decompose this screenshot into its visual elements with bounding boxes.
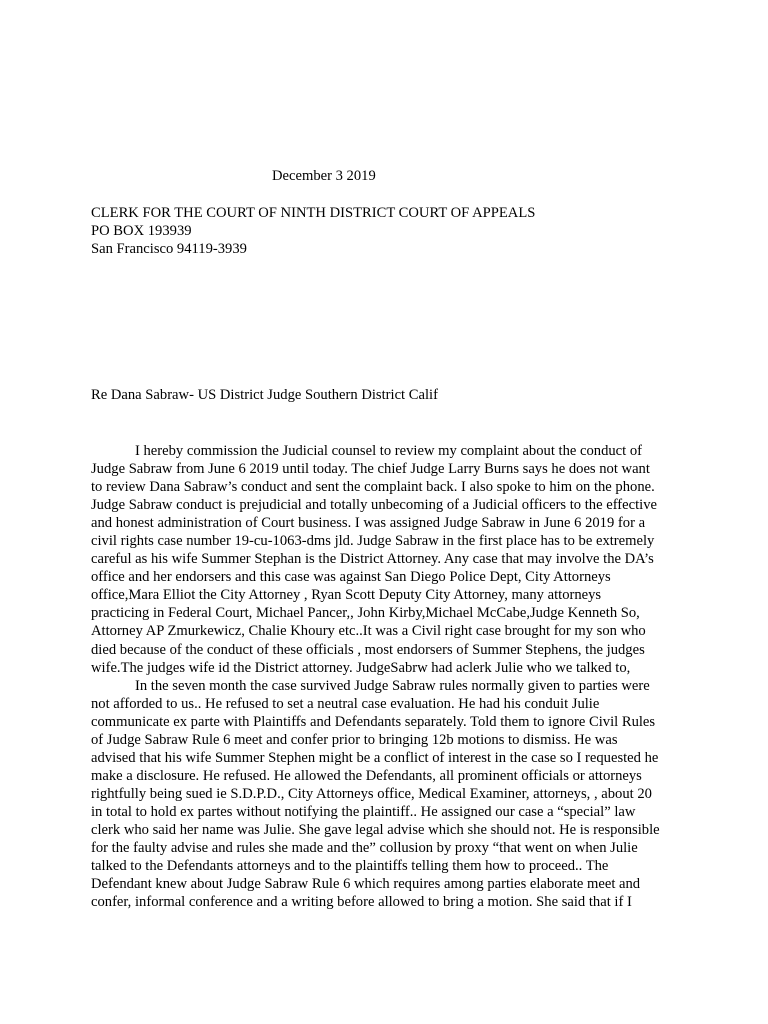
recipient-line: CLERK FOR THE COURT OF NINTH DISTRICT COURT OF APPEALS <box>91 205 536 221</box>
body-line: talked to the Defendants attorneys and to the plaintiffs telling them how to proceed.. The <box>91 858 609 875</box>
body-line: office and her endorsers and this case was against San Diego Police Dept, City Attorneys <box>91 569 611 586</box>
body-line: make a disclosure. He refused. He allowed the Defendants, all prominent officials or attorneys <box>91 767 642 784</box>
body-line: for the faulty advise and rules she made and the” collusion by proxy “that went on when Julie <box>91 840 638 857</box>
recipient-line: San Francisco 94119-3939 <box>91 241 247 257</box>
body-line: civil rights case number 19-cu-1063-dms jld. Judge Sabraw in the first place has to be extremely <box>91 533 655 550</box>
body-line: wife.The judges wife id the District attorney. JudgeSabrw had aclerk Julie who we talked to, <box>91 659 631 676</box>
letter-body <box>91 442 691 911</box>
recipient-line: PO BOX 193939 <box>91 223 192 239</box>
body-line: careful as his wife Summer Stephan is the District Attorney. Any case that may involve the DA’s <box>91 551 654 568</box>
body-line: died because of the conduct of these officials , most endorsers of Summer Stephens, the judges <box>91 641 645 658</box>
body-line: of Judge Sabraw Rule 6 meet and confer prior to bringing 12b motions to dismiss. He was <box>91 731 618 748</box>
body-line: to review Dana Sabraw’s conduct and sent the complaint back. I also spoke to him on the phone. <box>91 479 655 496</box>
body-line: advised that his wife Summer Stephen might be a conflict of interest in the case so I requested he <box>91 749 659 766</box>
body-line: Attorney AP Zmurkewicz, Chalie Khoury etc..It was a Civil right case brought for my son who <box>91 623 646 640</box>
recipient-address <box>91 204 535 258</box>
letter-date: December 3 2019 <box>272 168 376 184</box>
body-line: In the seven month the case survived Judge Sabraw rules normally given to parties were <box>135 677 650 694</box>
body-line: confer, informal conference and a writing before allowed to bring a motion. She said that if I <box>91 894 632 911</box>
body-line: not afforded to us.. He refused to set a neutral case evaluation. He had his conduit Julie <box>91 695 600 712</box>
body-line: Defendant knew about Judge Sabraw Rule 6 which requires among parties elaborate meet and <box>91 876 641 893</box>
body-line: Judge Sabraw from June 6 2019 until today. The chief Judge Larry Burns says he does not want <box>91 461 650 478</box>
body-line: I hereby commission the Judicial counsel to review my complaint about the conduct of <box>135 443 643 459</box>
body-line: practicing in Federal Court, Michael Pancer,, John Kirby,Michael McCabe,Judge Kenneth So, <box>91 605 640 622</box>
body-line: rightfully being sued ie S.D.P.D., City Attorneys office, Medical Examiner, attorneys, , about 20 <box>91 785 652 802</box>
subject-line: Re Dana Sabraw- US District Judge Southern District Calif <box>91 387 438 403</box>
body-line: Judge Sabraw conduct is prejudicial and totally unbecoming of a Judicial officers to the effective <box>91 497 658 514</box>
body-line: clerk who said her name was Julie. She gave legal advise which she should not. He is responsible <box>91 821 660 838</box>
body-line: office,Mara Elliot the City Attorney , Ryan Scott Deputy City Attorney, many attorneys <box>91 587 602 604</box>
body-line: and honest administration of Court business. I was assigned Judge Sabraw in June 6 2019 for a <box>91 515 646 532</box>
body-line: in total to hold ex partes without notifying the plaintiff.. He assigned our case a “special” law <box>91 803 636 820</box>
body-line: communicate ex parte with Plaintiffs and Defendants separately. Told them to ignore Civil Rules <box>91 713 656 730</box>
